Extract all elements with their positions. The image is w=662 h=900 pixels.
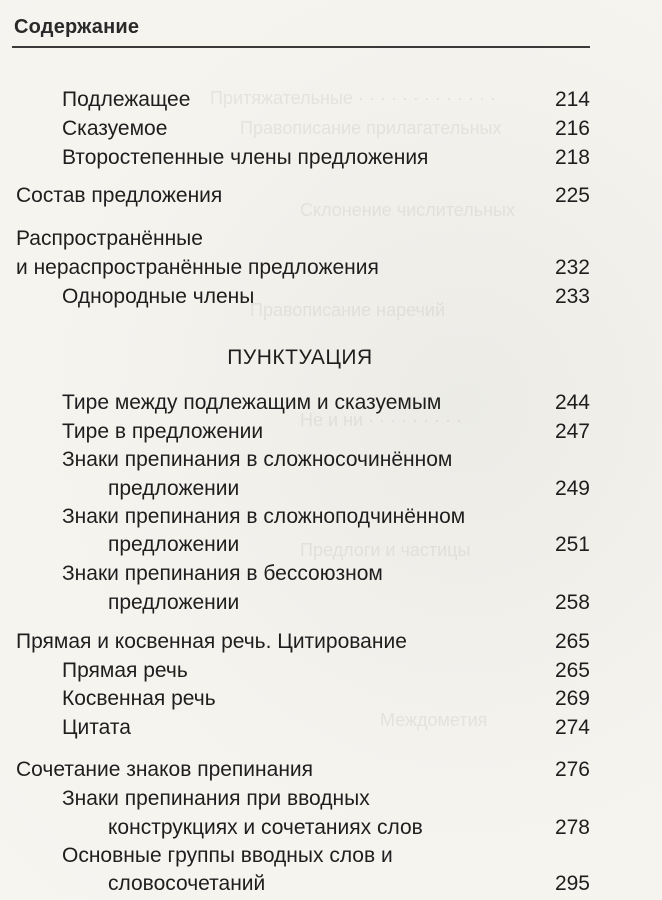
- toc-entry[interactable]: [62, 391, 441, 415]
- toc-entry-page: 247: [554, 420, 590, 443]
- bleed-through-decoration: Склонение числительных: [300, 200, 515, 220]
- bleed-through-decoration: Междометия: [380, 710, 488, 730]
- toc-entry-page: 265: [554, 659, 590, 682]
- toc-entry-page: 244: [554, 391, 590, 414]
- toc-entry-text: Знаки препинания в сложноподчинённом: [62, 505, 466, 528]
- toc-entry[interactable]: [62, 659, 188, 683]
- toc-entry-page: 218: [554, 146, 590, 169]
- bleed-through-decoration: Правописание прилагательных: [240, 118, 502, 138]
- toc-entry[interactable]: [16, 630, 407, 654]
- toc-entry-text: Тире в предложении: [62, 420, 264, 443]
- toc-entry-text: Распространённые: [16, 227, 203, 250]
- toc-entry-text: Подлежащее: [62, 88, 191, 111]
- toc-entry-page: 295: [554, 872, 590, 895]
- toc-entry[interactable]: [62, 844, 393, 868]
- toc-entry-text: Однородные члены: [62, 285, 255, 308]
- toc-entry-text: Состав предложения: [16, 184, 223, 207]
- toc-entry[interactable]: [108, 591, 239, 615]
- section-heading: ПУНКТУАЦИЯ: [227, 346, 373, 369]
- toc-entry-text: Основные группы вводных слов и: [62, 844, 393, 867]
- toc-entry-text: Сочетание знаков препинания: [16, 758, 314, 781]
- toc-entry[interactable]: [62, 787, 370, 811]
- toc-entry-text: Сказуемое: [62, 117, 168, 140]
- bleed-through-decoration: Не и ни · · · · · · · · ·: [300, 410, 463, 430]
- toc-entry-page: 225: [554, 184, 590, 207]
- toc-entry[interactable]: [108, 477, 239, 501]
- toc-entry-text: Цитата: [62, 716, 131, 739]
- toc-entry-text: Тире между подлежащим и сказуемым: [62, 391, 442, 414]
- bleed-through-decoration: Правописание наречий: [250, 300, 446, 320]
- toc-entry-text: Знаки препинания в бессоюзном: [62, 562, 383, 585]
- toc-entry[interactable]: [62, 88, 190, 112]
- toc-entry-page: 251: [554, 533, 590, 556]
- toc-entry-text: Прямая речь: [62, 659, 188, 682]
- toc-entry-text: Знаки препинания в сложносочинённом: [62, 448, 453, 471]
- toc-entry-page: 214: [554, 88, 590, 111]
- toc-entry-text: Косвенная речь: [62, 687, 216, 710]
- toc-entry-text: Второстепенные члены предложения: [62, 146, 429, 169]
- toc-entry-page: 216: [554, 117, 590, 140]
- toc-entry-page: 232: [554, 256, 590, 279]
- toc-entry-page: 258: [554, 591, 590, 614]
- toc-entry-text: словосочетаний: [108, 872, 266, 895]
- toc-entry[interactable]: [62, 505, 465, 529]
- toc-entry[interactable]: [62, 420, 263, 444]
- toc-entry[interactable]: [62, 117, 167, 141]
- toc-entry-text: и нераспространённые предложения: [16, 256, 379, 279]
- toc-entry-text: предложении: [108, 477, 240, 500]
- toc-entry-page: 249: [554, 477, 590, 500]
- toc-entry[interactable]: [62, 562, 383, 586]
- toc-entry-text: предложении: [108, 533, 240, 556]
- toc-entry[interactable]: [108, 872, 265, 896]
- bleed-through-decoration: Предлоги и частицы: [300, 540, 471, 560]
- toc-entry-text: Прямая и косвенная речь. Цитирование: [16, 630, 407, 653]
- toc-entry-page: 278: [554, 816, 590, 839]
- toc-entry[interactable]: [62, 285, 254, 309]
- toc-entry[interactable]: [62, 716, 131, 740]
- toc-entry-text: предложении: [108, 591, 240, 614]
- bleed-through-decoration: Притяжательные · · · · · · · · · · · · ·: [210, 88, 496, 108]
- toc-entry-page: 276: [554, 758, 590, 781]
- toc-entry[interactable]: [108, 533, 239, 557]
- toc-entry[interactable]: [16, 256, 379, 280]
- toc-entry-text: Знаки препинания при вводных: [62, 787, 370, 810]
- toc-entry-page: 269: [554, 687, 590, 710]
- toc-entry[interactable]: [16, 184, 222, 208]
- toc-entry[interactable]: [16, 758, 313, 782]
- toc-entry[interactable]: [62, 448, 452, 472]
- page-header-title: Содержание: [14, 16, 140, 38]
- toc-entry[interactable]: [62, 687, 216, 711]
- toc-entry-page: 233: [554, 285, 590, 308]
- toc-entry-page: 274: [554, 716, 590, 739]
- toc-entry[interactable]: [62, 146, 428, 170]
- toc-entry[interactable]: [108, 816, 423, 840]
- toc-entry-text: конструкциях и сочетаниях слов: [108, 816, 423, 839]
- toc-entry-page: 265: [554, 630, 590, 653]
- toc-entry[interactable]: [16, 227, 203, 251]
